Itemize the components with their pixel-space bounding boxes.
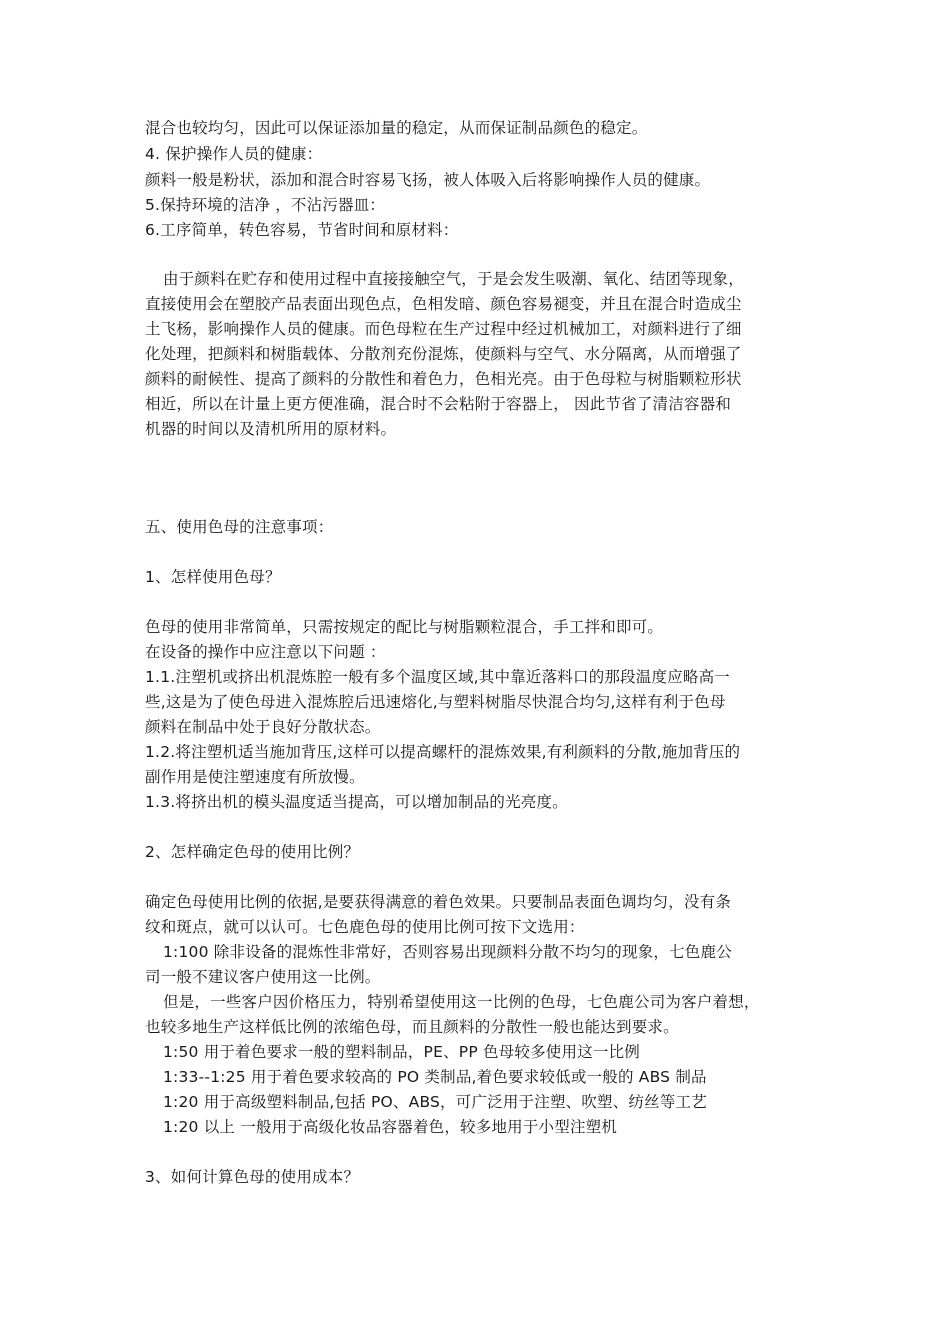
item-1-1-line: 颜料在制品中处于良好分散状态。 [145,718,381,736]
text-line: 确定色母使用比例的依据,是要获得满意的着色效果。只要制品表面色调均匀，没有条 [145,893,732,911]
text-line: 在设备的操作中应注意以下问题 ： [145,643,386,661]
ratio-1-100-line: 1:100 除非设备的混炼性非常好，否则容易出现颜料分散不均匀的现象，七色鹿公 [163,943,732,961]
paragraph-line: 土飞杨，影响操作人员的健康。而色母粒在生产过程中经过机械加工，对颜料进行了细 [145,320,742,338]
paragraph-line: 颜料的耐候性、提高了颜料的分散性和着色力，色相光亮。由于色母粒与树脂颗粒形状 [145,370,742,388]
item-4-heading: 4. 保护操作人员的健康： [145,145,323,163]
paragraph-line: 相近，所以在计量上更方便准确，混合时不会粘附于容器上， 因此节省了清洁容器和 [145,395,732,413]
item-1-1-line: 1.1.注塑机或挤出机混炼腔一般有多个温度区域,其中靠近落料口的那段温度应略高一 [145,668,731,686]
ratio-1-33-line: 1:33--1:25 用于着色要求较高的 PO 类制品,着色要求较低或一般的 ABS 制品 [163,1068,707,1086]
question-3-title: 3、如何计算色母的使用成本？ [145,1168,360,1186]
paragraph-line: 直接使用会在塑胶产品表面出现色点，色相发暗、颜色容易褪变，并且在混合时造成尘 [145,295,742,313]
text-line: 颜料一般是粉状，添加和混合时容易飞扬，被人体吸入后将影响操作人员的健康。 [145,171,711,189]
ratio-1-50-line: 1:50 用于着色要求一般的塑料制品，PE、PP 色母较多使用这一比例 [163,1043,640,1061]
paragraph-line: 机器的时间以及清机所用的原材料。 [145,420,397,438]
text-line: 也较多地生产这样低比例的浓缩色母，而且颜料的分散性一般也能达到要求。 [145,1018,679,1036]
item-5-heading: 5.保持环境的洁净 ，不沾污器皿： [145,196,386,214]
item-1-2-line: 副作用是使注塑速度有所放慢。 [145,768,365,786]
item-1-1-line: 些,这是为了使色母进入混炼腔后迅速熔化,与塑料树脂尽快混合均匀,这样有利于色母 [145,693,726,711]
text-line: 纹和斑点，就可以认可。七色鹿色母的使用比例可按下文选用： [145,918,585,936]
question-1-title: 1、怎样使用色母？ [145,568,281,586]
paragraph-line: 化处理，把颜料和树脂载体、分散剂充份混炼，使颜料与空气、水分隔离，从而增强了 [145,345,742,363]
section-heading: 五、使用色母的注意事项： [145,518,334,536]
paragraph-line: 由于颜料在贮存和使用过程中直接接触空气，于是会发生吸潮、氧化、结团等现象， [163,270,744,288]
text-line: 色母的使用非常简单，只需按规定的配比与树脂颗粒混合，手工拌和即可。 [145,618,664,636]
item-6-heading: 6.工序简单，转色容易，节省时间和原材料： [145,221,459,239]
ratio-1-20-up-line: 1:20 以上 一般用于高级化妆品容器着色，较多地用于小型注塑机 [163,1118,618,1136]
ratio-1-100-line: 司一般不建议客户使用这一比例。 [145,968,381,986]
question-2-title: 2、怎样确定色母的使用比例？ [145,843,360,861]
ratio-1-20-line: 1:20 用于高级塑料制品,包括 PO、ABS，可广泛用于注塑、吹塑、纺丝等工艺 [163,1093,707,1111]
text-line: 但是，一些客户因价格压力，特别希望使用这一比例的色母，七色鹿公司为客户着想， [163,993,760,1011]
item-1-3-line: 1.3.将挤出机的模头温度适当提高，可以增加制品的光亮度。 [145,793,568,811]
item-1-2-line: 1.2.将注塑机适当施加背压,这样可以提高螺杆的混炼效果,有利颜料的分散,施加背压的 [145,743,741,761]
text-line: 混合也较均匀，因此可以保证添加量的稳定，从而保证制品颜色的稳定。 [145,119,648,137]
